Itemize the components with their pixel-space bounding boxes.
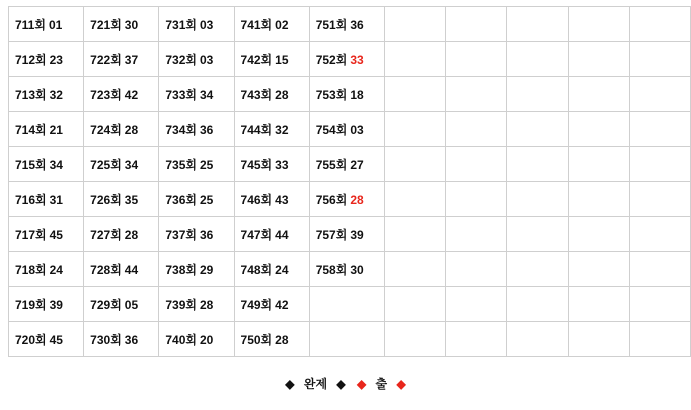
- round-number: 45: [49, 332, 63, 347]
- round-number: 28: [275, 332, 289, 347]
- empty-cell: [384, 217, 445, 252]
- table-row: [9, 252, 691, 287]
- round-number: 03: [350, 122, 364, 137]
- empty-cell: [568, 112, 629, 147]
- empty-cell: [568, 7, 629, 42]
- round-cell: [309, 77, 384, 112]
- round-cell: [84, 182, 159, 217]
- round-label: 747회: [240, 227, 273, 242]
- round-number: 30: [350, 262, 364, 277]
- round-label: 754회: [315, 122, 348, 137]
- lottery-round-table: [8, 6, 691, 357]
- empty-cell: [446, 147, 507, 182]
- diamond-icon-4: ◆: [396, 377, 406, 391]
- round-label: 734회: [165, 122, 197, 137]
- round-cell: [234, 112, 309, 147]
- page-root: [0, 6, 691, 410]
- empty-cell: [568, 287, 629, 322]
- empty-cell: [629, 182, 690, 217]
- table-row: [9, 77, 691, 112]
- empty-cell: [568, 322, 629, 357]
- round-number: 24: [49, 262, 63, 277]
- round-number: 28: [275, 87, 289, 102]
- round-cell: [159, 322, 234, 357]
- round-cell: [9, 7, 84, 42]
- round-label: 728회: [90, 262, 122, 277]
- table-row: [9, 182, 691, 217]
- round-cell: [234, 7, 309, 42]
- table-row: [9, 287, 691, 322]
- round-label: 716회: [15, 192, 47, 207]
- legend: [0, 375, 691, 392]
- round-label: 738회: [165, 262, 197, 277]
- empty-cell: [446, 287, 507, 322]
- round-number: 20: [199, 332, 214, 347]
- empty-cell: [568, 182, 629, 217]
- round-label: 739회: [165, 297, 197, 312]
- empty-cell: [629, 147, 690, 182]
- empty-cell: [384, 7, 445, 42]
- round-cell: [159, 182, 234, 217]
- empty-cell: [507, 182, 568, 217]
- round-cell: [234, 322, 309, 357]
- round-cell: [159, 112, 234, 147]
- empty-cell: [446, 182, 507, 217]
- empty-cell: [568, 147, 629, 182]
- round-label: 755회: [315, 157, 348, 172]
- empty-cell: [507, 217, 568, 252]
- round-number: 42: [275, 297, 289, 312]
- round-cell: [159, 147, 234, 182]
- round-cell: [234, 42, 309, 77]
- round-number: 36: [124, 332, 139, 347]
- empty-cell: [507, 7, 568, 42]
- empty-cell: [507, 77, 568, 112]
- round-cell: [234, 252, 309, 287]
- empty-cell: [507, 322, 568, 357]
- empty-cell: [384, 112, 445, 147]
- round-cell: [309, 252, 384, 287]
- round-number: 28: [350, 192, 364, 207]
- round-label: 720회: [15, 332, 47, 347]
- round-label: 757회: [315, 227, 348, 242]
- round-label: 756회: [315, 192, 348, 207]
- table-row: [9, 147, 691, 182]
- round-label: 718회: [15, 262, 47, 277]
- round-number: 03: [199, 52, 214, 67]
- round-label: 744회: [240, 122, 273, 137]
- round-number: 15: [275, 52, 289, 67]
- legend-label-out: 출: [375, 377, 388, 391]
- empty-cell: [384, 42, 445, 77]
- empty-cell: [629, 217, 690, 252]
- diamond-icon-2: ◆: [336, 377, 346, 391]
- round-cell: [159, 77, 234, 112]
- empty-cell: [384, 322, 445, 357]
- round-label: 729회: [90, 297, 122, 312]
- round-number: 36: [199, 227, 214, 242]
- empty-cell: [384, 77, 445, 112]
- round-number: 39: [350, 227, 364, 242]
- round-number: 33: [350, 52, 364, 67]
- empty-cell: [446, 322, 507, 357]
- round-number: 28: [124, 227, 139, 242]
- empty-cell: [384, 147, 445, 182]
- empty-cell: [629, 322, 690, 357]
- round-number: 21: [49, 122, 63, 137]
- empty-cell: [629, 252, 690, 287]
- table-row: [9, 42, 691, 77]
- round-number: 34: [199, 87, 214, 102]
- round-label: 714회: [15, 122, 47, 137]
- round-label: 735회: [165, 157, 197, 172]
- round-cell: [9, 217, 84, 252]
- empty-cell: [309, 322, 384, 357]
- round-cell: [9, 182, 84, 217]
- round-label: 713회: [15, 87, 47, 102]
- empty-cell: [629, 77, 690, 112]
- round-label: 717회: [15, 227, 47, 242]
- round-cell: [309, 217, 384, 252]
- round-cell: [159, 287, 234, 322]
- round-label: 758회: [315, 262, 348, 277]
- round-label: 749회: [240, 297, 273, 312]
- round-cell: [9, 42, 84, 77]
- round-label: 753회: [315, 87, 348, 102]
- round-label: 743회: [240, 87, 273, 102]
- round-label: 733회: [165, 87, 197, 102]
- round-cell: [309, 112, 384, 147]
- empty-cell: [507, 252, 568, 287]
- empty-cell: [384, 252, 445, 287]
- round-cell: [309, 182, 384, 217]
- round-number: 36: [199, 122, 214, 137]
- round-cell: [84, 217, 159, 252]
- round-cell: [159, 252, 234, 287]
- round-cell: [9, 147, 84, 182]
- round-number: 28: [124, 122, 139, 137]
- round-number: 45: [49, 227, 63, 242]
- round-number: 29: [199, 262, 214, 277]
- empty-cell: [507, 287, 568, 322]
- round-cell: [84, 322, 159, 357]
- empty-cell: [446, 252, 507, 287]
- round-label: 740회: [165, 332, 197, 347]
- round-label: 730회: [90, 332, 122, 347]
- round-label: 727회: [90, 227, 122, 242]
- round-number: 27: [350, 157, 364, 172]
- empty-cell: [629, 42, 690, 77]
- round-number: 39: [49, 297, 63, 312]
- table-row: [9, 112, 691, 147]
- round-label: 723회: [90, 87, 122, 102]
- round-cell: [9, 287, 84, 322]
- round-number: 35: [124, 192, 139, 207]
- round-cell: [84, 42, 159, 77]
- empty-cell: [446, 77, 507, 112]
- round-label: 737회: [165, 227, 197, 242]
- round-cell: [84, 7, 159, 42]
- table-body: [9, 7, 691, 357]
- round-cell: [234, 77, 309, 112]
- round-number: 25: [199, 157, 214, 172]
- round-cell: [234, 217, 309, 252]
- empty-cell: [446, 7, 507, 42]
- empty-cell: [568, 42, 629, 77]
- round-cell: [84, 147, 159, 182]
- round-label: 732회: [165, 52, 197, 67]
- round-number: 05: [124, 297, 139, 312]
- round-label: 725회: [90, 157, 122, 172]
- round-number: 32: [49, 87, 63, 102]
- round-label: 750회: [240, 332, 273, 347]
- round-label: 748회: [240, 262, 273, 277]
- empty-cell: [507, 112, 568, 147]
- round-number: 01: [48, 17, 63, 32]
- round-number: 30: [124, 17, 139, 32]
- round-label: 712회: [15, 52, 47, 67]
- round-label: 751회: [315, 17, 348, 32]
- round-cell: [309, 7, 384, 42]
- empty-cell: [507, 147, 568, 182]
- empty-cell: [446, 217, 507, 252]
- round-number: 23: [49, 52, 63, 67]
- empty-cell: [568, 217, 629, 252]
- round-label: 711회: [15, 17, 46, 32]
- empty-cell: [309, 287, 384, 322]
- empty-cell: [384, 182, 445, 217]
- round-cell: [9, 77, 84, 112]
- empty-cell: [384, 287, 445, 322]
- round-number: 18: [350, 87, 364, 102]
- round-cell: [159, 7, 234, 42]
- round-number: 33: [275, 157, 289, 172]
- round-number: 34: [124, 157, 139, 172]
- empty-cell: [629, 287, 690, 322]
- round-label: 731회: [165, 17, 197, 32]
- table-row: [9, 7, 691, 42]
- round-label: 742회: [240, 52, 273, 67]
- empty-cell: [446, 112, 507, 147]
- round-label: 746회: [240, 192, 273, 207]
- round-cell: [84, 77, 159, 112]
- round-number: 34: [49, 157, 63, 172]
- round-cell: [84, 252, 159, 287]
- round-cell: [234, 182, 309, 217]
- empty-cell: [507, 42, 568, 77]
- empty-cell: [568, 252, 629, 287]
- round-number: 42: [124, 87, 139, 102]
- round-cell: [84, 112, 159, 147]
- round-number: 36: [350, 17, 364, 32]
- round-cell: [9, 322, 84, 357]
- round-label: 715회: [15, 157, 47, 172]
- round-cell: [159, 217, 234, 252]
- round-label: 726회: [90, 192, 122, 207]
- round-number: 31: [49, 192, 63, 207]
- round-number: 32: [275, 122, 289, 137]
- empty-cell: [446, 42, 507, 77]
- round-number: 24: [275, 262, 289, 277]
- round-number: 28: [199, 297, 214, 312]
- table-row: [9, 217, 691, 252]
- round-number: 43: [275, 192, 289, 207]
- round-cell: [309, 42, 384, 77]
- round-cell: [234, 147, 309, 182]
- round-label: 752회: [315, 52, 348, 67]
- round-cell: [84, 287, 159, 322]
- legend-label-complete: 완제: [303, 377, 328, 391]
- table-row: [9, 322, 691, 357]
- round-cell: [9, 252, 84, 287]
- diamond-icon-3: ◆: [356, 377, 367, 391]
- round-label: 741회: [240, 17, 273, 32]
- round-cell: [9, 112, 84, 147]
- round-number: 37: [124, 52, 139, 67]
- round-label: 721회: [90, 17, 122, 32]
- round-label: 719회: [15, 297, 47, 312]
- round-label: 745회: [240, 157, 273, 172]
- round-cell: [159, 42, 234, 77]
- round-number: 44: [275, 227, 289, 242]
- round-number: 03: [199, 17, 214, 32]
- round-number: 25: [199, 192, 214, 207]
- diamond-icon-1: ◆: [285, 377, 295, 391]
- round-number: 02: [275, 17, 289, 32]
- round-cell: [234, 287, 309, 322]
- round-label: 736회: [165, 192, 197, 207]
- round-label: 724회: [90, 122, 122, 137]
- round-number: 44: [124, 262, 139, 277]
- empty-cell: [629, 7, 690, 42]
- round-cell: [309, 147, 384, 182]
- empty-cell: [568, 77, 629, 112]
- round-label: 722회: [90, 52, 122, 67]
- empty-cell: [629, 112, 690, 147]
